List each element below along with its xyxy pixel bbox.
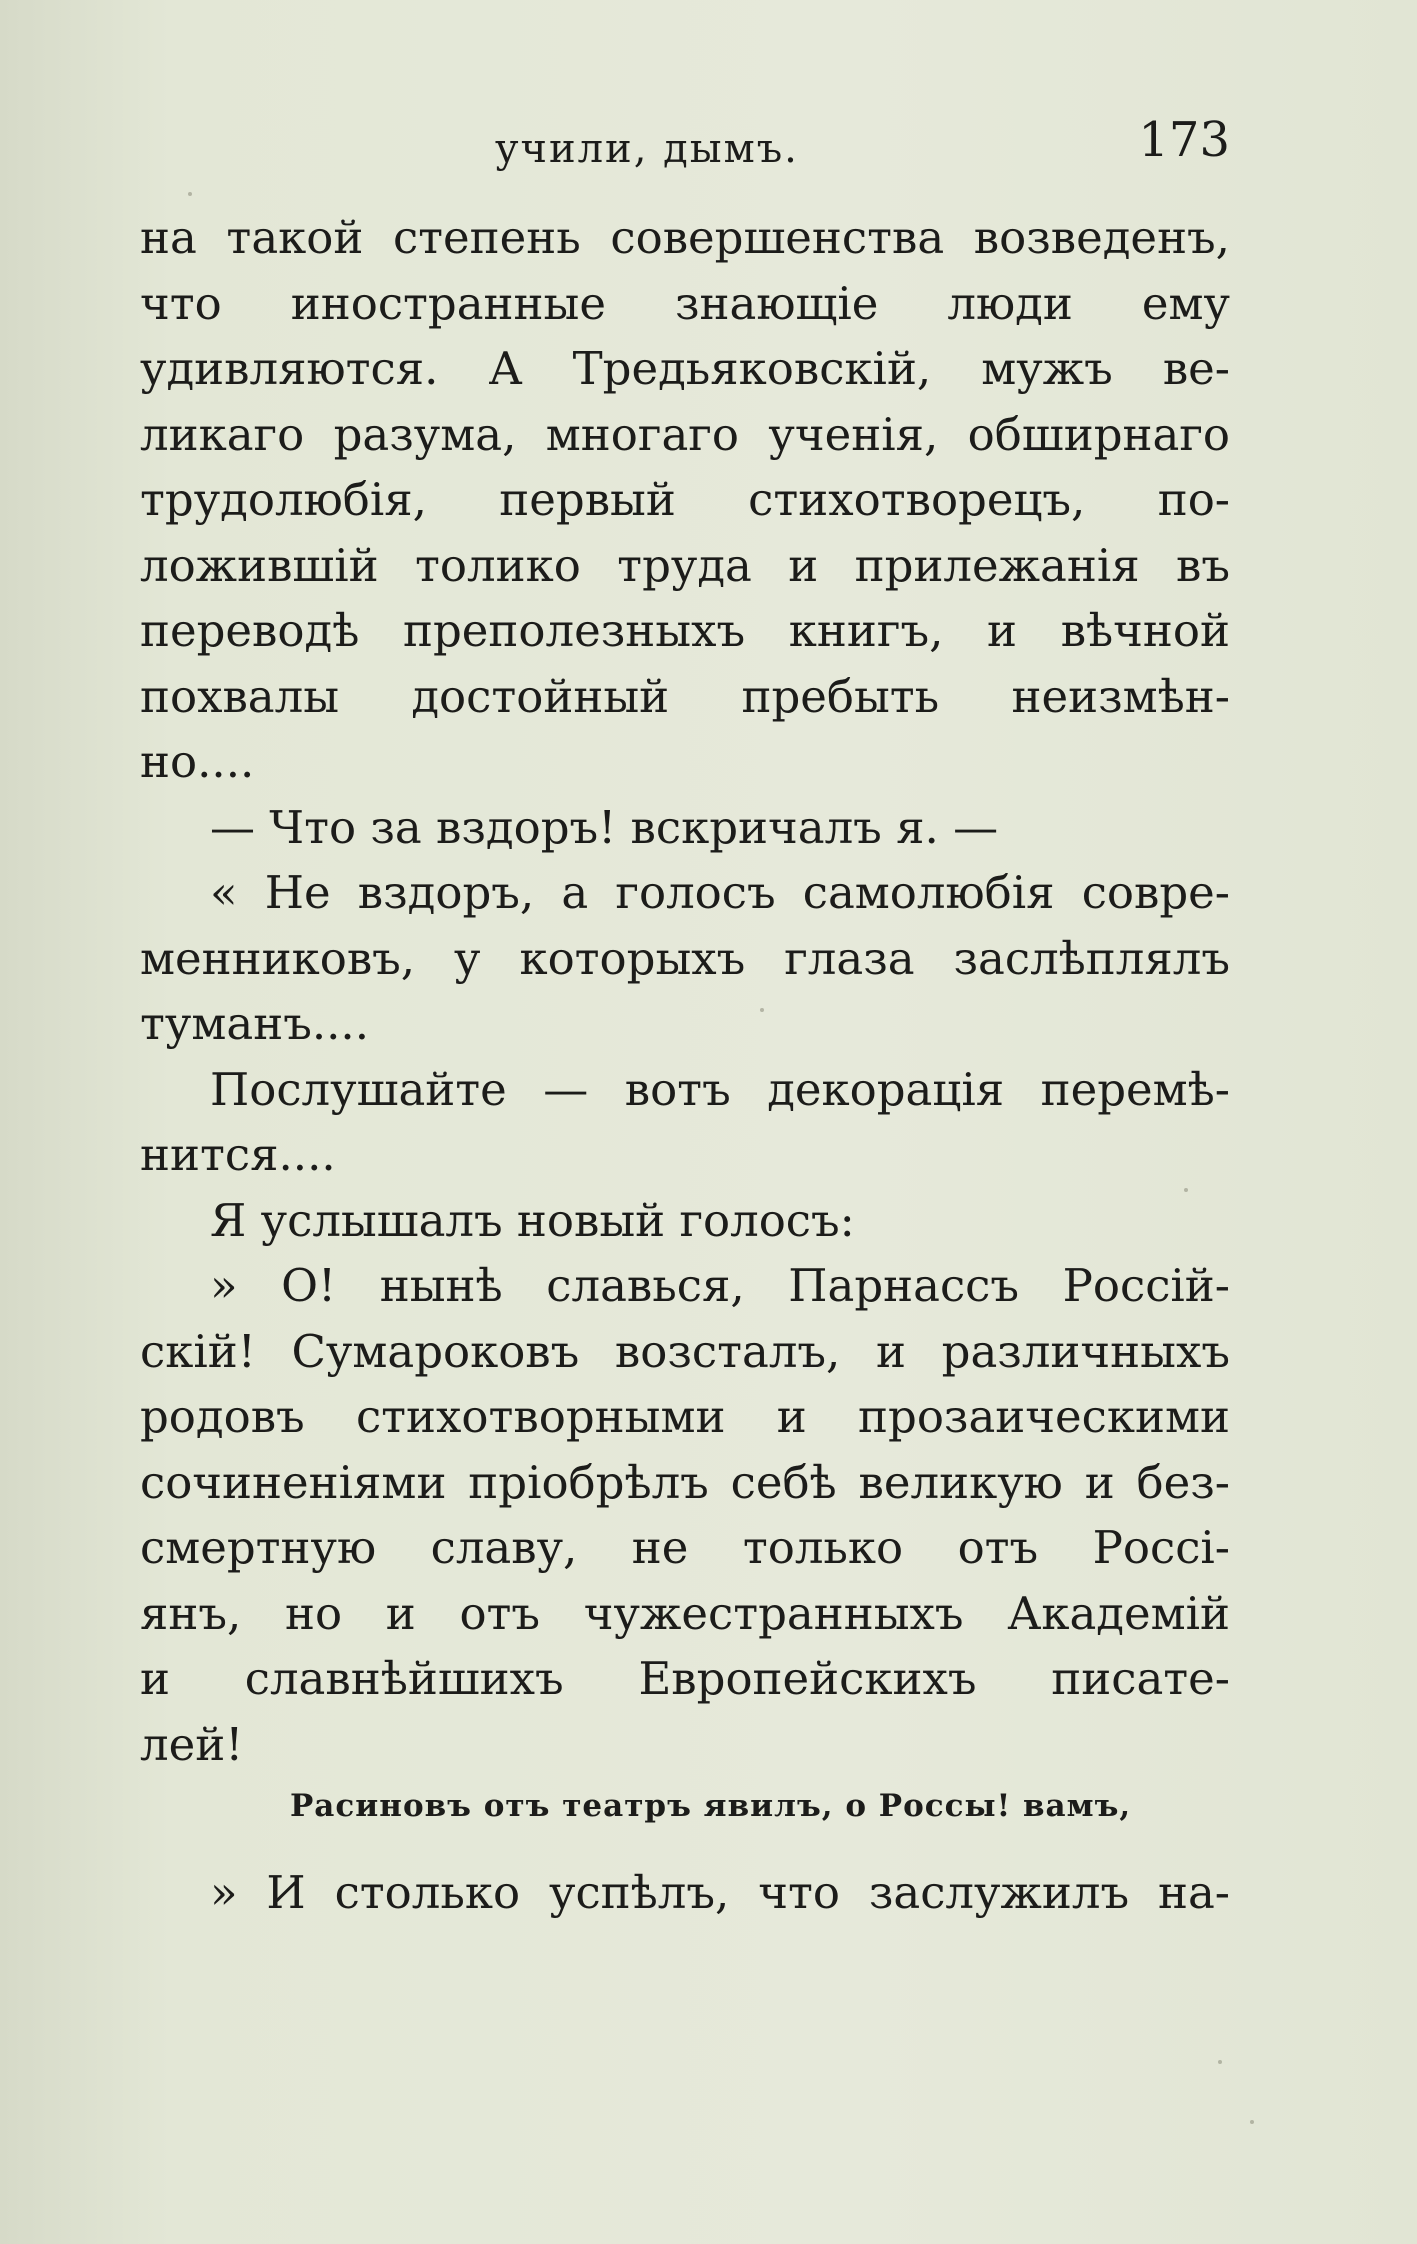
verse-line: Расиновъ отъ театръ явилъ, о Россы! вамъ, — [290, 1788, 1132, 1824]
text-line: трудолюбія, первый стихотворецъ, по- — [140, 473, 1230, 526]
text-line: скій! Сумароковъ возсталъ, и различныхъ — [140, 1324, 1230, 1378]
paper-speck — [760, 1008, 764, 1012]
text-line: что иностранные знающіе люди ему — [140, 276, 1230, 330]
text-line: менниковъ, у которыхъ глаза заслѣплялъ — [140, 931, 1230, 985]
text-line: нится.... — [140, 1128, 336, 1181]
running-head: учили, дымъ. — [495, 126, 799, 172]
body-text — [140, 205, 1230, 1777]
text-line: переводѣ преполезныхъ книгъ, и вѣчной — [140, 604, 1230, 657]
text-line: » О! нынѣ славься, Парнассъ Россій- — [210, 1259, 1230, 1312]
text-line: на такой степень совершенства возведенъ, — [140, 211, 1230, 264]
text-line: удивляются. А Тредьяковскій, мужъ ве- — [140, 342, 1230, 395]
text-line: но.... — [140, 735, 255, 788]
text-line: ложившій толико труда и прилежанія въ — [140, 538, 1230, 592]
paper-speck — [188, 192, 192, 196]
page-number: 173 — [1138, 112, 1230, 168]
text-line: ликаго разума, многаго ученія, обширнаго — [140, 407, 1230, 461]
text-line: янъ, но и отъ чужестранныхъ Академій — [140, 1586, 1230, 1640]
text-line: » И столько успѣлъ, что заслужилъ на- — [210, 1866, 1230, 1919]
text-line: Послушайте — вотъ декорація перемѣ- — [210, 1062, 1230, 1116]
text-line: родовъ стихотворными и прозаическими — [140, 1390, 1230, 1443]
text-line: смертную славу, не только отъ Росcі- — [140, 1521, 1230, 1574]
page-header — [140, 112, 1230, 182]
text-line: « Не вздоръ, а голосъ самолюбія совре- — [210, 866, 1230, 919]
text-line: лей! — [140, 1717, 244, 1771]
text-line: и славнѣйшихъ Европейскихъ писате- — [140, 1652, 1230, 1705]
text-line: туманъ.... — [140, 997, 370, 1050]
paper-speck — [1250, 2120, 1254, 2124]
text-line: похвалы достойный пребыть неизмѣн- — [140, 669, 1230, 723]
body-text-continued — [210, 1860, 1230, 1926]
text-line: — Что за вздоръ! вскричалъ я. — — [210, 800, 999, 854]
paper-speck — [1184, 1188, 1188, 1192]
text-line: Я услышалъ новый голосъ: — [210, 1193, 855, 1247]
paper-speck — [1218, 2060, 1222, 2064]
text-line: сочиненіями пріобрѣлъ себѣ великую и без- — [140, 1455, 1230, 1509]
